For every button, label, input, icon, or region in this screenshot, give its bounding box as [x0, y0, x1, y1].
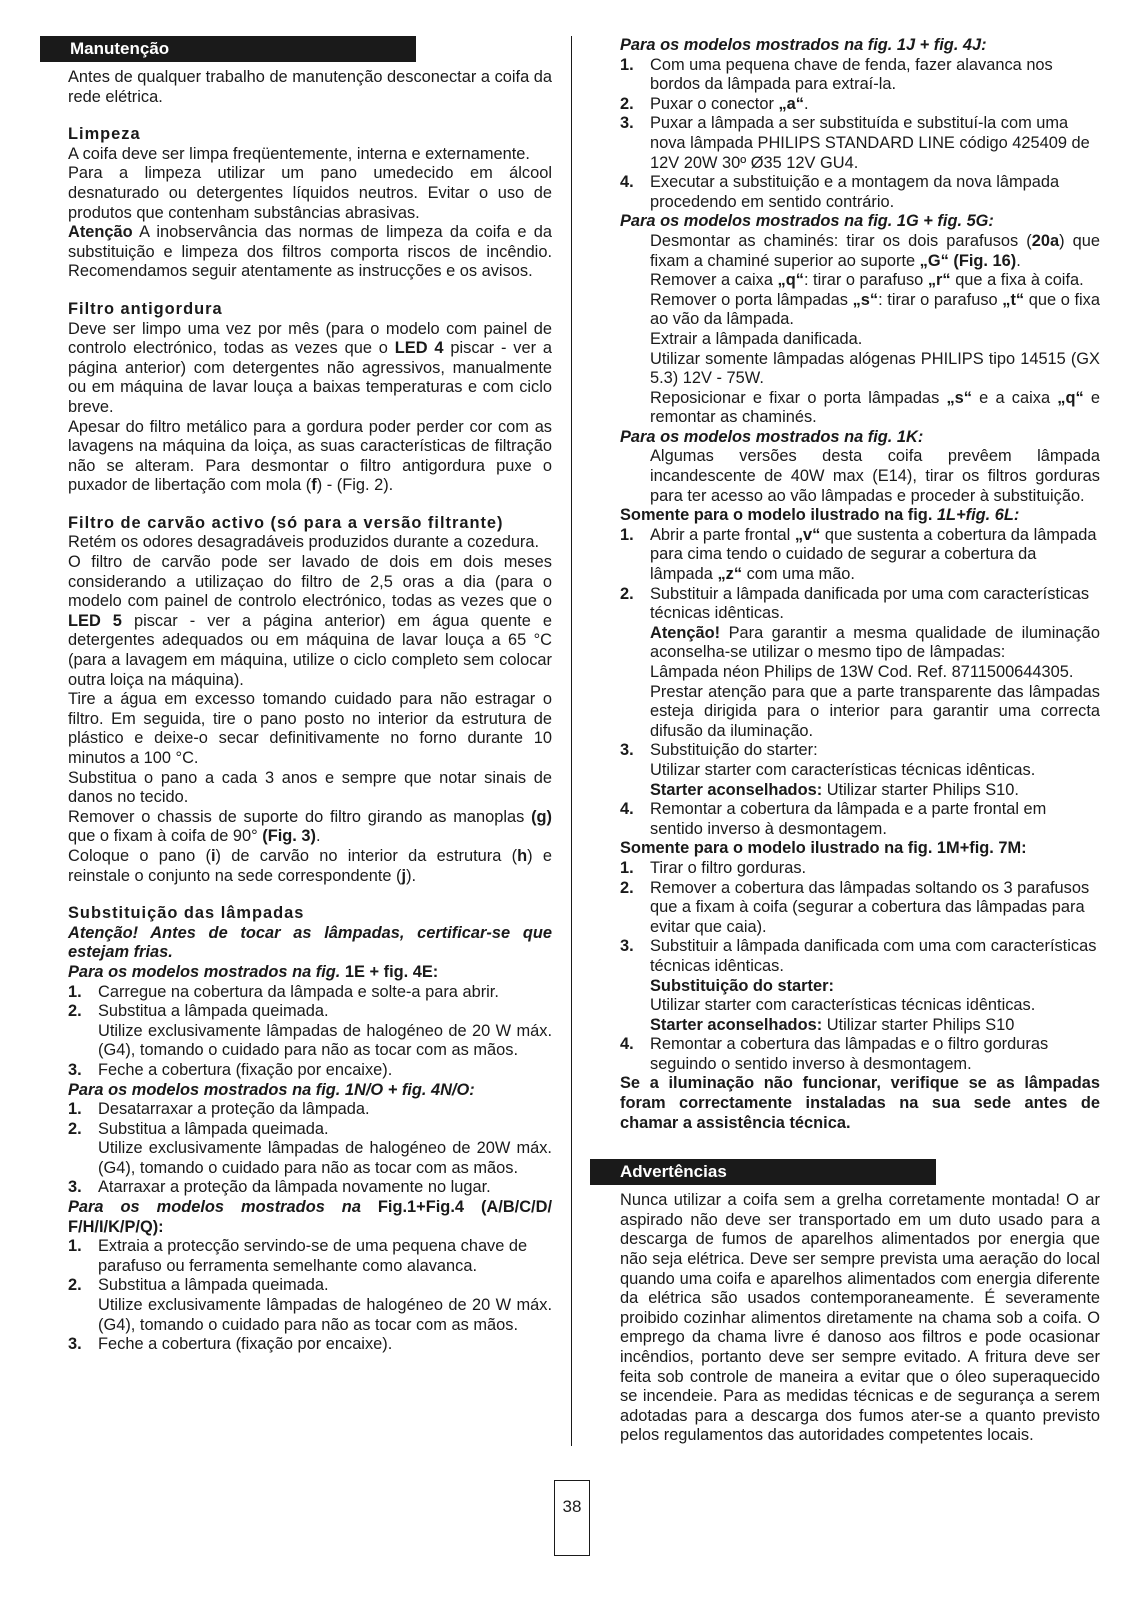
- subheading-carvao: Filtro de carvão activo (só para a versão filtrante): [68, 513, 504, 532]
- warnings-paragraph: Nunca utilizar a coifa sem a grelha corretamente montada! O ar aspirado não deve ser transportado em um duto usado para a descarga de fumos de aparelhos alimentados por energia que não seja elétrica. Deve ser sempre prevista uma aeração do local quando uma coifa e aparelhos alimentados com energia diferente da elétrica são usados contemporaneamente. É severamente proibido cozinhar alimentos diretamente na chama sob a coifa. O emprego da chama livre é danoso aos filtros e pode ocasionar incêndios, portanto deve ser sempre evitado. A fritura deve ser feita sob controle de maneira a evitar que o óleo superaquecido se incendeie. Para as medidas técnicas e de segurança a serem adotadas para a descarga dos fumos ater-se a quanto previsto pelos regulamentos das autoridades competentes locais.: [620, 1191, 1100, 1445]
- list-item: 1. Com uma pequena chave de fenda, fazer alavanca nos bordos da lâmpada para extraí-la.: [620, 55, 1053, 94]
- paragraph: Substitua o pano a cada 3 anos e sempre que notar sinais de danos no tecido.: [68, 768, 552, 807]
- list-item: 2. Substitua a lâmpada queimada.: [68, 1002, 329, 1021]
- model-heading: Para os modelos mostrados na fig. 1G + fig. 5G:: [620, 212, 994, 231]
- paragraph: Deve ser limpo uma vez por mês (para o modelo com painel de controlo electrónico, todas as vezes que o LED 4 piscar - ver a página anterior) com detergentes não agressivos, manualmente ou em máquina de lavar louça a baixas temperaturas e com ciclo breve.: [68, 319, 552, 416]
- warning-label: Atenção: [68, 223, 133, 242]
- paragraph: Extrair a lâmpada danificada.: [650, 329, 863, 348]
- list-item: 3. Substituição do starter:: [620, 741, 818, 760]
- section-header-manutencao: Manutenção: [40, 36, 416, 62]
- list-item: 3. Feche a cobertura (fixação por encaixe).: [68, 1335, 393, 1354]
- model-heading: Somente para o modelo ilustrado na fig. 1L+fig. 6L:: [620, 506, 1020, 525]
- paragraph: Para a limpeza utilizar um pano umedecido em álcool desnaturado ou detergentes líquidos neutros. Evitar o uso de produtos que contenham substâncias abrasivas.: [68, 164, 552, 222]
- list-item: 1. Extraia a protecção servindo-se de uma pequena chave de parafuso ou ferramenta semelhante como alavanca.: [68, 1237, 528, 1275]
- model-heading: Para os modelos mostrados na fig. 1J + fig. 4J:: [620, 36, 987, 54]
- list-item-detail: Utilize exclusivamente lâmpadas de halogéneo de 20 W máx. (G4), tomando o cuidado para não as tocar com as mãos.: [98, 1296, 552, 1334]
- model-heading: Para os modelos mostrados na fig. 1K:: [620, 427, 924, 446]
- model-heading: Somente para o modelo ilustrado na fig. 1M+fig. 7M:: [620, 839, 1027, 858]
- list-item: 3. Puxar a lâmpada a ser substituída e substituí-la com uma nova lâmpada PHILIPS STANDARD LINE código 425409 de 12V 20W 30º Ø35 12V GU4.: [620, 114, 1090, 172]
- list-item: 2. Remover a cobertura das lâmpadas soltando os 3 parafusos que a fixam à coifa (segurar a cobertura das lâmpadas para evitar que caia).: [620, 878, 1090, 936]
- list-item: 1. Desatarraxar a proteção da lâmpada.: [68, 1100, 370, 1119]
- list-item: 2. Puxar o conector „a“.: [620, 94, 809, 113]
- list-item: 1. Tirar o filtro gorduras.: [620, 858, 807, 877]
- left-column: [68, 36, 552, 1355]
- subheading-lampadas: Substituição das lâmpadas: [68, 904, 305, 923]
- list-item: 2. Substitua a lâmpada queimada.: [68, 1119, 329, 1138]
- list-item-detail: Utilizar starter com características técnicas idênticas.: [650, 760, 1036, 779]
- model-heading: Para os modelos mostrados na Fig.1+Fig.4 (A/B/C/D/ F/H/I/K/P/Q):: [68, 1198, 552, 1236]
- list-item: 4. Executar a substituição e a montagem da nova lâmpada procedendo em sentido contrário.: [620, 173, 1060, 211]
- list-item: 3. Substituir a lâmpada danificada com uma com características técnicas idênticas.: [620, 937, 1097, 975]
- list-item: 4. Remontar a cobertura das lâmpadas e o filtro gorduras seguindo o sentido inverso à desmontagem.: [620, 1035, 1049, 1073]
- closing-note: Se a iluminação não funcionar, verifique se as lâmpadas foram correctamente instaladas na sua sede antes de chamar a assistência técnica.: [620, 1074, 1100, 1132]
- model-heading: Para os modelos mostrados na fig. 1N/O + fig. 4N/O:: [68, 1080, 475, 1099]
- subheading-limpeza: Limpeza: [68, 125, 141, 144]
- warning-paragraph: Atenção A inobservância das normas de limpeza da coifa e da substituição e limpeza dos filtros comporta riscos de incêndio. Recomendamos seguir atentamente as instrucções e os avisos.: [68, 223, 552, 281]
- paragraph: Remover o porta lâmpadas „s“: tirar o parafuso „t“ que o fixa ao vão da lâmpada.: [650, 290, 1100, 329]
- paragraph: Remover a caixa „q“: tirar o parafuso „r“ que a fixa à coifa.: [650, 271, 1084, 290]
- lamp-warning: Atenção! Antes de tocar as lâmpadas, certificar-se que estejam frias.: [68, 923, 552, 962]
- list-item-detail: Utilize exclusivamente lâmpadas de halogéneo de 20 W máx. (G4), tomando o cuidado para não as tocar com as mãos.: [98, 1021, 552, 1060]
- list-item-detail: Starter aconselhados: Utilizar starter Philips S10.: [650, 780, 1019, 799]
- subheading-filtro: Filtro antigordura: [68, 299, 223, 318]
- list-item: 2. Substituir a lâmpada danificada por uma com características técnicas idênticas.: [620, 584, 1090, 623]
- list-item-detail: Prestar atenção para que a parte transparente das lâmpadas esteja dirigida para o interior para garantir uma correcta difusão da iluminação.: [650, 682, 1100, 740]
- paragraph: A coifa deve ser limpa freqüentemente, interna e externamente.: [68, 144, 530, 163]
- paragraph: Reposicionar e fixar o porta lâmpadas „s“ e a caixa „q“ e remontar as chaminés.: [650, 388, 1100, 427]
- page-number: 38: [554, 1480, 590, 1556]
- list-item: 3. Atarraxar a proteção da lâmpada novamente no lugar.: [68, 1178, 491, 1197]
- list-item-detail: Substituição do starter:: [650, 976, 834, 995]
- section-header-advertencias: Advertências: [590, 1159, 936, 1185]
- list-item: 3. Feche a cobertura (fixação por encaixe).: [68, 1060, 393, 1079]
- column-divider: [571, 36, 572, 1446]
- list-item-detail: Utilize exclusivamente lâmpadas de halogéneo de 20W máx. (G4), tomando o cuidado para não as tocar com as mãos.: [98, 1139, 552, 1177]
- list-item-detail: Atenção! Para garantir a mesma qualidade de iluminação aconselha-se utilizar o mesmo tipo de lâmpadas:: [650, 623, 1100, 662]
- paragraph: O filtro de carvão pode ser lavado de dois em dois meses considerando a utilizaçao do filtro de 2,5 oras a dia (para o modelo com painel de controlo electrónico, todas as vezes que o LED 5 piscar - ver a página anterior) em água quente e detergentes adequados ou em máquina de lavar louça a 65 °C (para a lavagem em máquina, utilize o ciclo completo sem colocar outra loiça na máquina).: [68, 553, 553, 689]
- paragraph: Retém os odores desagradáveis produzidos durante a cozedura.: [68, 533, 540, 552]
- paragraph: Utilizar somente lâmpadas alógenas PHILIPS tipo 14515 (GX 5.3) 12V - 75W.: [650, 349, 1100, 388]
- list-item: 1. Carregue na cobertura da lâmpada e solte-a para abrir.: [68, 982, 499, 1001]
- list-item: 4. Remontar a cobertura da lâmpada e a parte frontal em sentido inverso à desmontagem.: [620, 800, 1047, 838]
- paragraph: Remover o chassis de suporte do filtro girando as manoplas (g) que o fixam à coifa de 90° (Fig. 3).: [68, 807, 552, 846]
- list-item-detail: Starter aconselhados: Utilizar starter Philips S10: [650, 1015, 1015, 1034]
- paragraph: Apesar do filtro metálico para a gordura poder perder cor com as lavagens na máquina da loiça, as suas características de filtração não se alteram. Para desmontar o filtro antigordura puxe o puxador de libertação com mola (f) - (Fig. 2).: [68, 417, 552, 495]
- list-item-detail: Utilizar starter com características técnicas idênticas.: [650, 996, 1036, 1015]
- paragraph: Algumas versões desta coifa prevêem lâmpada incandescente de 40W max (E14), tirar os filtros gorduras para ter acesso ao vão lâmpadas e proceder à substituição.: [650, 447, 1100, 505]
- list-item: 2. Substitua a lâmpada queimada.: [68, 1276, 329, 1295]
- list-item: 1. Abrir a parte frontal „v“ que sustenta a cobertura da lâmpada para cima tendo o cuidado de segurar a cobertura da lâmpada „z“ com uma mão.: [620, 525, 1097, 584]
- paragraph: Coloque o pano (i) de carvão no interior da estrutura (h) e reinstale o conjunto na sede correspondente (j).: [68, 846, 552, 885]
- paragraph: Tire a água em excesso tomando cuidado para não estragar o filtro. Em seguida, tire o pano posto no interior da estrutura de plástico e deixe-o secar definitivamente no forno durante 10 minutos a 100 °C.: [68, 690, 552, 767]
- model-heading: Para os modelos mostrados na fig. 1E + fig. 4E:: [68, 962, 439, 981]
- intro-text: Antes de qualquer trabalho de manutenção desconectar a coifa da rede elétrica.: [68, 68, 552, 106]
- right-column: [620, 36, 1100, 1446]
- list-item-detail: Lâmpada néon Philips de 13W Cod. Ref. 8711500644305.: [650, 663, 1074, 681]
- paragraph: Desmontar as chaminés: tirar os dois parafusos (20a) que fixam a chaminé superior ao suporte „G“ (Fig. 16).: [650, 231, 1100, 270]
